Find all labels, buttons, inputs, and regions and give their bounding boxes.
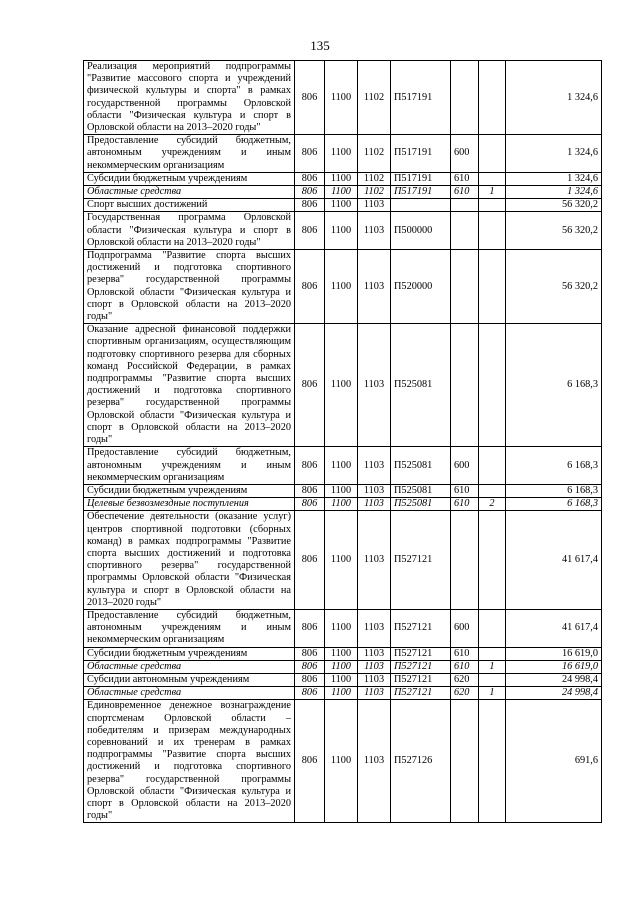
expense-type-cell: [451, 212, 479, 250]
ved-code-cell: 806: [295, 447, 325, 485]
target-article-cell: П517191: [391, 186, 451, 199]
funds-kind-cell: [479, 135, 506, 173]
section-code-cell: 1100: [325, 673, 358, 686]
funds-kind-cell: 2: [479, 498, 506, 511]
ved-code-cell: 806: [295, 199, 325, 212]
amount-cell: 24 998,4: [506, 673, 602, 686]
ved-code-cell: 806: [295, 250, 325, 324]
table-row: [84, 212, 602, 250]
ved-code-cell: 806: [295, 484, 325, 497]
table-row: [84, 673, 602, 686]
expense-type-cell: [451, 250, 479, 324]
expense-type-cell: [451, 61, 479, 135]
subsection-code-cell: 1103: [358, 199, 391, 212]
section-code-cell: 1100: [325, 511, 358, 610]
amount-cell: 1 324,6: [506, 61, 602, 135]
section-code-cell: 1100: [325, 324, 358, 447]
subsection-code-cell: 1103: [358, 673, 391, 686]
row-description: Предоставление субсидий бюджетным, автономным учреждениям и иным некоммерческим организациям: [84, 135, 295, 173]
row-description: Субсидии бюджетным учреждениям: [84, 172, 295, 185]
subsection-code-cell: 1103: [358, 660, 391, 673]
target-article-cell: П517191: [391, 61, 451, 135]
table-row: [84, 484, 602, 497]
amount-cell: 6 168,3: [506, 498, 602, 511]
row-description: Обеспечение деятельности (оказание услуг) центров спортивной подготовки (сборных команд) в рамках подпрограммы "Развитие спорта высших достижений и подготовка спортивного резерва" государственной программы Орловской области "Физическая культура и спорт в Орловской области на 2013–2020 годы": [84, 511, 295, 610]
amount-cell: 16 619,0: [506, 647, 602, 660]
subsection-code-cell: 1103: [358, 447, 391, 485]
table-body: [84, 61, 602, 823]
ved-code-cell: 806: [295, 609, 325, 647]
table-row: [84, 660, 602, 673]
section-code-cell: 1100: [325, 135, 358, 173]
subsection-code-cell: 1102: [358, 135, 391, 173]
amount-cell: 1 324,6: [506, 135, 602, 173]
amount-cell: 56 320,2: [506, 250, 602, 324]
amount-cell: 691,6: [506, 700, 602, 823]
expense-type-cell: [451, 324, 479, 447]
subsection-code-cell: 1103: [358, 700, 391, 823]
row-description: Предоставление субсидий бюджетным, автономным учреждениям и иным некоммерческим организациям: [84, 609, 295, 647]
amount-cell: 41 617,4: [506, 511, 602, 610]
expense-type-cell: 600: [451, 135, 479, 173]
section-code-cell: 1100: [325, 498, 358, 511]
target-article-cell: [391, 199, 451, 212]
amount-cell: 56 320,2: [506, 199, 602, 212]
section-code-cell: 1100: [325, 609, 358, 647]
target-article-cell: П527121: [391, 609, 451, 647]
funds-kind-cell: [479, 511, 506, 610]
amount-cell: 6 168,3: [506, 484, 602, 497]
section-code-cell: 1100: [325, 172, 358, 185]
subsection-code-cell: 1103: [358, 324, 391, 447]
funds-kind-cell: 1: [479, 660, 506, 673]
table-row: [84, 498, 602, 511]
subsection-code-cell: 1103: [358, 647, 391, 660]
subsection-code-cell: 1103: [358, 212, 391, 250]
funds-kind-cell: [479, 172, 506, 185]
amount-cell: 41 617,4: [506, 609, 602, 647]
target-article-cell: П527121: [391, 511, 451, 610]
section-code-cell: 1100: [325, 447, 358, 485]
row-description: Единовременное денежное вознаграждение спортсменам Орловской области – победителям и призерам международных соревнований и их тренерам в рамках подпрограммы "Развитие спорта высших достижений и подготовка спортивного резерва" государственной программы Орловской области "Физическая культура и спорт в Орловской области на 2013–2020 годы": [84, 700, 295, 823]
row-description: Государственная программа Орловской области "Физическая культура и спорт в Орловской области на 2013–2020 годы": [84, 212, 295, 250]
funds-kind-cell: [479, 647, 506, 660]
subsection-code-cell: 1103: [358, 250, 391, 324]
table-row: [84, 172, 602, 185]
target-article-cell: П527121: [391, 660, 451, 673]
table-row: [84, 135, 602, 173]
target-article-cell: П500000: [391, 212, 451, 250]
funds-kind-cell: [479, 484, 506, 497]
expense-type-cell: 610: [451, 498, 479, 511]
ved-code-cell: 806: [295, 324, 325, 447]
funds-kind-cell: [479, 199, 506, 212]
table-row: [84, 199, 602, 212]
amount-cell: 6 168,3: [506, 324, 602, 447]
table-row: [84, 324, 602, 447]
expense-type-cell: 610: [451, 484, 479, 497]
row-description: Реализация мероприятий подпрограммы "Развитие массового спорта и учреждений физической культуры и спорта" в рамках государственной программы Орловской области "Физическая культура и спорт в Орловской области на 2013–2020 годы": [84, 61, 295, 135]
table-row: [84, 511, 602, 610]
section-code-cell: 1100: [325, 660, 358, 673]
funds-kind-cell: [479, 324, 506, 447]
amount-cell: 24 998,4: [506, 687, 602, 700]
target-article-cell: П525081: [391, 447, 451, 485]
row-description: Областные средства: [84, 186, 295, 199]
table-row: [84, 447, 602, 485]
section-code-cell: 1100: [325, 186, 358, 199]
expense-type-cell: 610: [451, 186, 479, 199]
ved-code-cell: 806: [295, 647, 325, 660]
page-number: 135: [310, 38, 330, 53]
expense-type-cell: [451, 511, 479, 610]
row-description: Субсидии бюджетным учреждениям: [84, 647, 295, 660]
table-row: [84, 647, 602, 660]
table-row: [84, 687, 602, 700]
ved-code-cell: 806: [295, 673, 325, 686]
expense-type-cell: [451, 700, 479, 823]
row-description: Спорт высших достижений: [84, 199, 295, 212]
funds-kind-cell: [479, 61, 506, 135]
target-article-cell: П525081: [391, 324, 451, 447]
table-row: [84, 250, 602, 324]
table-row: [84, 609, 602, 647]
section-code-cell: 1100: [325, 199, 358, 212]
row-description: Подпрограмма "Развитие спорта высших достижений и подготовка спортивного резерва" государственной программы Орловской области "Физическая культура и спорт в Орловской области на 2013–2020 годы": [84, 250, 295, 324]
target-article-cell: П517191: [391, 135, 451, 173]
expense-type-cell: 610: [451, 647, 479, 660]
table-row: [84, 61, 602, 135]
row-description: Субсидии автономным учреждениям: [84, 673, 295, 686]
subsection-code-cell: 1103: [358, 484, 391, 497]
ved-code-cell: 806: [295, 498, 325, 511]
ved-code-cell: 806: [295, 687, 325, 700]
expense-type-cell: 620: [451, 687, 479, 700]
subsection-code-cell: 1103: [358, 687, 391, 700]
target-article-cell: П527121: [391, 647, 451, 660]
ved-code-cell: 806: [295, 660, 325, 673]
target-article-cell: П527121: [391, 687, 451, 700]
ved-code-cell: 806: [295, 700, 325, 823]
table-row: [84, 186, 602, 199]
funds-kind-cell: [479, 212, 506, 250]
funds-kind-cell: [479, 250, 506, 324]
subsection-code-cell: 1103: [358, 498, 391, 511]
subsection-code-cell: 1103: [358, 609, 391, 647]
target-article-cell: П517191: [391, 172, 451, 185]
section-code-cell: 1100: [325, 687, 358, 700]
row-description: Областные средства: [84, 687, 295, 700]
budget-table: [83, 60, 602, 823]
ved-code-cell: 806: [295, 212, 325, 250]
amount-cell: 1 324,6: [506, 172, 602, 185]
target-article-cell: П525081: [391, 498, 451, 511]
table-row: [84, 700, 602, 823]
ved-code-cell: 806: [295, 172, 325, 185]
funds-kind-cell: 1: [479, 687, 506, 700]
ved-code-cell: 806: [295, 511, 325, 610]
ved-code-cell: 806: [295, 61, 325, 135]
section-code-cell: 1100: [325, 250, 358, 324]
expense-type-cell: [451, 199, 479, 212]
funds-kind-cell: 1: [479, 186, 506, 199]
subsection-code-cell: 1102: [358, 186, 391, 199]
row-description: Предоставление субсидий бюджетным, автономным учреждениям и иным некоммерческим организациям: [84, 447, 295, 485]
section-code-cell: 1100: [325, 700, 358, 823]
ved-code-cell: 806: [295, 186, 325, 199]
expense-type-cell: 610: [451, 660, 479, 673]
subsection-code-cell: 1102: [358, 61, 391, 135]
section-code-cell: 1100: [325, 484, 358, 497]
funds-kind-cell: [479, 447, 506, 485]
section-code-cell: 1100: [325, 647, 358, 660]
row-description: Субсидии бюджетным учреждениям: [84, 484, 295, 497]
ved-code-cell: 806: [295, 135, 325, 173]
funds-kind-cell: [479, 609, 506, 647]
subsection-code-cell: 1103: [358, 511, 391, 610]
funds-kind-cell: [479, 700, 506, 823]
amount-cell: 16 619,0: [506, 660, 602, 673]
expense-type-cell: 600: [451, 609, 479, 647]
expense-type-cell: 610: [451, 172, 479, 185]
amount-cell: 1 324,6: [506, 186, 602, 199]
section-code-cell: 1100: [325, 61, 358, 135]
target-article-cell: П520000: [391, 250, 451, 324]
row-description: Целевые безвозмездные поступления: [84, 498, 295, 511]
funds-kind-cell: [479, 673, 506, 686]
target-article-cell: П527121: [391, 673, 451, 686]
section-code-cell: 1100: [325, 212, 358, 250]
row-description: Областные средства: [84, 660, 295, 673]
expense-type-cell: 620: [451, 673, 479, 686]
amount-cell: 6 168,3: [506, 447, 602, 485]
expense-type-cell: 600: [451, 447, 479, 485]
target-article-cell: П525081: [391, 484, 451, 497]
amount-cell: 56 320,2: [506, 212, 602, 250]
row-description: Оказание адресной финансовой поддержки спортивным организациям, осуществляющим подготовку спортивного резерва для сборных команд Российской Федерации, в рамках подпрограммы "Развитие спорта высших достижений и подготовка спортивного резерва" государственной программы Орловской области "Физическая культура и спорт в Орловской области на 2013–2020 годы": [84, 324, 295, 447]
subsection-code-cell: 1102: [358, 172, 391, 185]
target-article-cell: П527126: [391, 700, 451, 823]
